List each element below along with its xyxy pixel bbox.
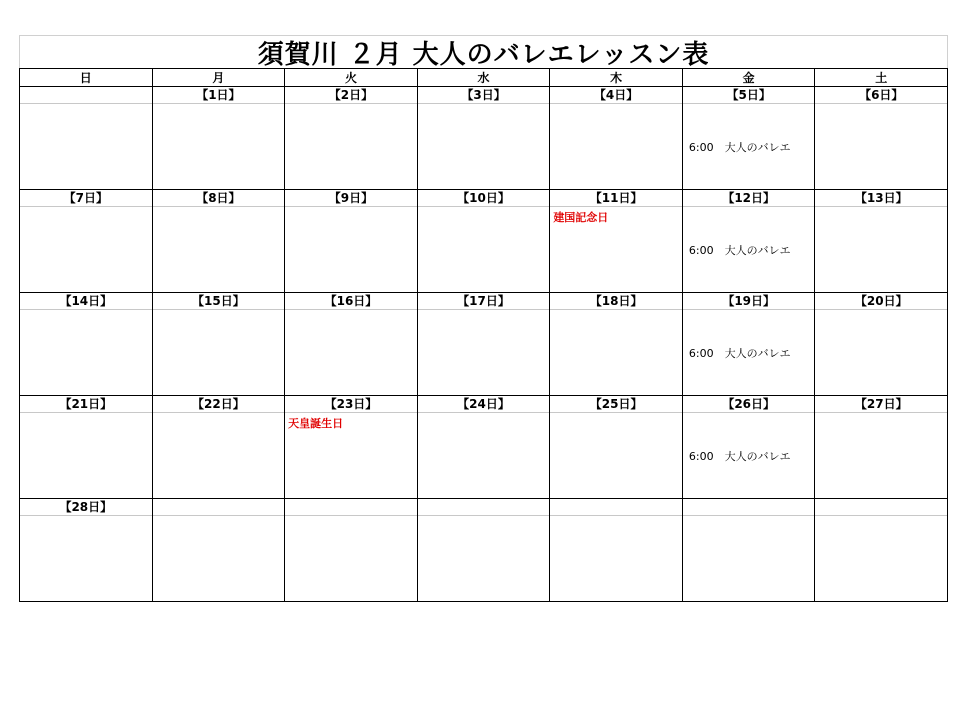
lesson-entry: 6:00 大人のバレエ xyxy=(688,347,791,360)
day-cell[interactable] xyxy=(815,499,948,601)
day-number: 【28日】 xyxy=(20,499,152,516)
weekday-header: 日 xyxy=(20,69,153,87)
day-cell[interactable] xyxy=(418,293,551,395)
lesson-entry: 6:00 大人のバレエ xyxy=(688,244,791,257)
day-cell[interactable] xyxy=(285,190,418,292)
day-number: 【23日】 xyxy=(285,396,417,413)
day-cell[interactable] xyxy=(418,499,551,601)
week-row xyxy=(20,190,948,293)
week-row xyxy=(20,87,948,190)
day-cell[interactable] xyxy=(683,87,816,189)
day-cell[interactable] xyxy=(20,190,153,292)
day-cell[interactable] xyxy=(20,396,153,498)
day-cell[interactable] xyxy=(153,396,286,498)
calendar-sheet xyxy=(19,35,948,602)
day-cell[interactable] xyxy=(285,87,418,189)
day-number: 【24日】 xyxy=(418,396,550,413)
day-cell[interactable] xyxy=(153,499,286,601)
day-number: 【15日】 xyxy=(153,293,285,310)
day-number: 【1日】 xyxy=(153,87,285,104)
day-cell[interactable] xyxy=(550,499,683,601)
day-number: 【11日】 xyxy=(550,190,682,207)
day-number: 【22日】 xyxy=(153,396,285,413)
holiday-label: 天皇誕生日 xyxy=(288,417,344,430)
weekday-header: 木 xyxy=(550,69,683,87)
day-cell[interactable] xyxy=(815,190,948,292)
weekday-header: 火 xyxy=(285,69,418,87)
day-number: 【8日】 xyxy=(153,190,285,207)
day-cell[interactable] xyxy=(683,293,816,395)
day-number: 【7日】 xyxy=(20,190,152,207)
day-number xyxy=(815,499,947,516)
week-row xyxy=(20,499,948,602)
day-number: 【5日】 xyxy=(683,87,815,104)
day-cell[interactable] xyxy=(550,293,683,395)
day-number: 【25日】 xyxy=(550,396,682,413)
weeks-container xyxy=(20,87,948,602)
day-number: 【12日】 xyxy=(683,190,815,207)
day-number: 【19日】 xyxy=(683,293,815,310)
day-cell[interactable] xyxy=(550,190,683,292)
day-number xyxy=(683,499,815,516)
day-cell[interactable] xyxy=(20,499,153,601)
week-row xyxy=(20,396,948,499)
weekday-header: 月 xyxy=(153,69,286,87)
day-number: 【13日】 xyxy=(815,190,947,207)
day-cell[interactable] xyxy=(153,87,286,189)
day-number xyxy=(285,499,417,516)
weekday-header: 金 xyxy=(683,69,816,87)
day-number: 【9日】 xyxy=(285,190,417,207)
day-cell[interactable] xyxy=(418,87,551,189)
day-number: 【21日】 xyxy=(20,396,152,413)
day-cell[interactable] xyxy=(418,396,551,498)
day-cell[interactable] xyxy=(285,293,418,395)
day-number: 【3日】 xyxy=(418,87,550,104)
weekday-header: 水 xyxy=(418,69,551,87)
weekday-header-row xyxy=(20,69,948,87)
lesson-entry: 6:00 大人のバレエ xyxy=(688,141,791,154)
day-number: 【10日】 xyxy=(418,190,550,207)
day-number: 【20日】 xyxy=(815,293,947,310)
day-number: 【6日】 xyxy=(815,87,947,104)
day-cell[interactable] xyxy=(285,396,418,498)
day-cell[interactable] xyxy=(550,396,683,498)
page-title: 須賀川 ２月 大人のバレエレッスン表 xyxy=(19,35,948,68)
day-cell[interactable] xyxy=(285,499,418,601)
day-cell[interactable] xyxy=(20,293,153,395)
weekday-header: 土 xyxy=(815,69,948,87)
calendar-grid xyxy=(19,68,948,602)
day-number: 【18日】 xyxy=(550,293,682,310)
day-cell[interactable] xyxy=(815,396,948,498)
day-cell[interactable] xyxy=(20,87,153,189)
day-cell[interactable] xyxy=(683,190,816,292)
day-number: 【2日】 xyxy=(285,87,417,104)
day-number: 【4日】 xyxy=(550,87,682,104)
day-number xyxy=(153,499,285,516)
day-cell[interactable] xyxy=(683,396,816,498)
day-cell[interactable] xyxy=(815,87,948,189)
day-cell[interactable] xyxy=(418,190,551,292)
day-number xyxy=(550,499,682,516)
lesson-entry: 6:00 大人のバレエ xyxy=(688,450,791,463)
day-number: 【26日】 xyxy=(683,396,815,413)
day-cell[interactable] xyxy=(153,293,286,395)
day-number xyxy=(20,87,152,104)
day-cell[interactable] xyxy=(683,499,816,601)
holiday-label: 建国記念日 xyxy=(553,211,609,224)
day-cell[interactable] xyxy=(815,293,948,395)
week-row xyxy=(20,293,948,396)
day-number: 【27日】 xyxy=(815,396,947,413)
day-number: 【14日】 xyxy=(20,293,152,310)
day-cell[interactable] xyxy=(153,190,286,292)
day-number: 【17日】 xyxy=(418,293,550,310)
day-number xyxy=(418,499,550,516)
day-cell[interactable] xyxy=(550,87,683,189)
day-number: 【16日】 xyxy=(285,293,417,310)
